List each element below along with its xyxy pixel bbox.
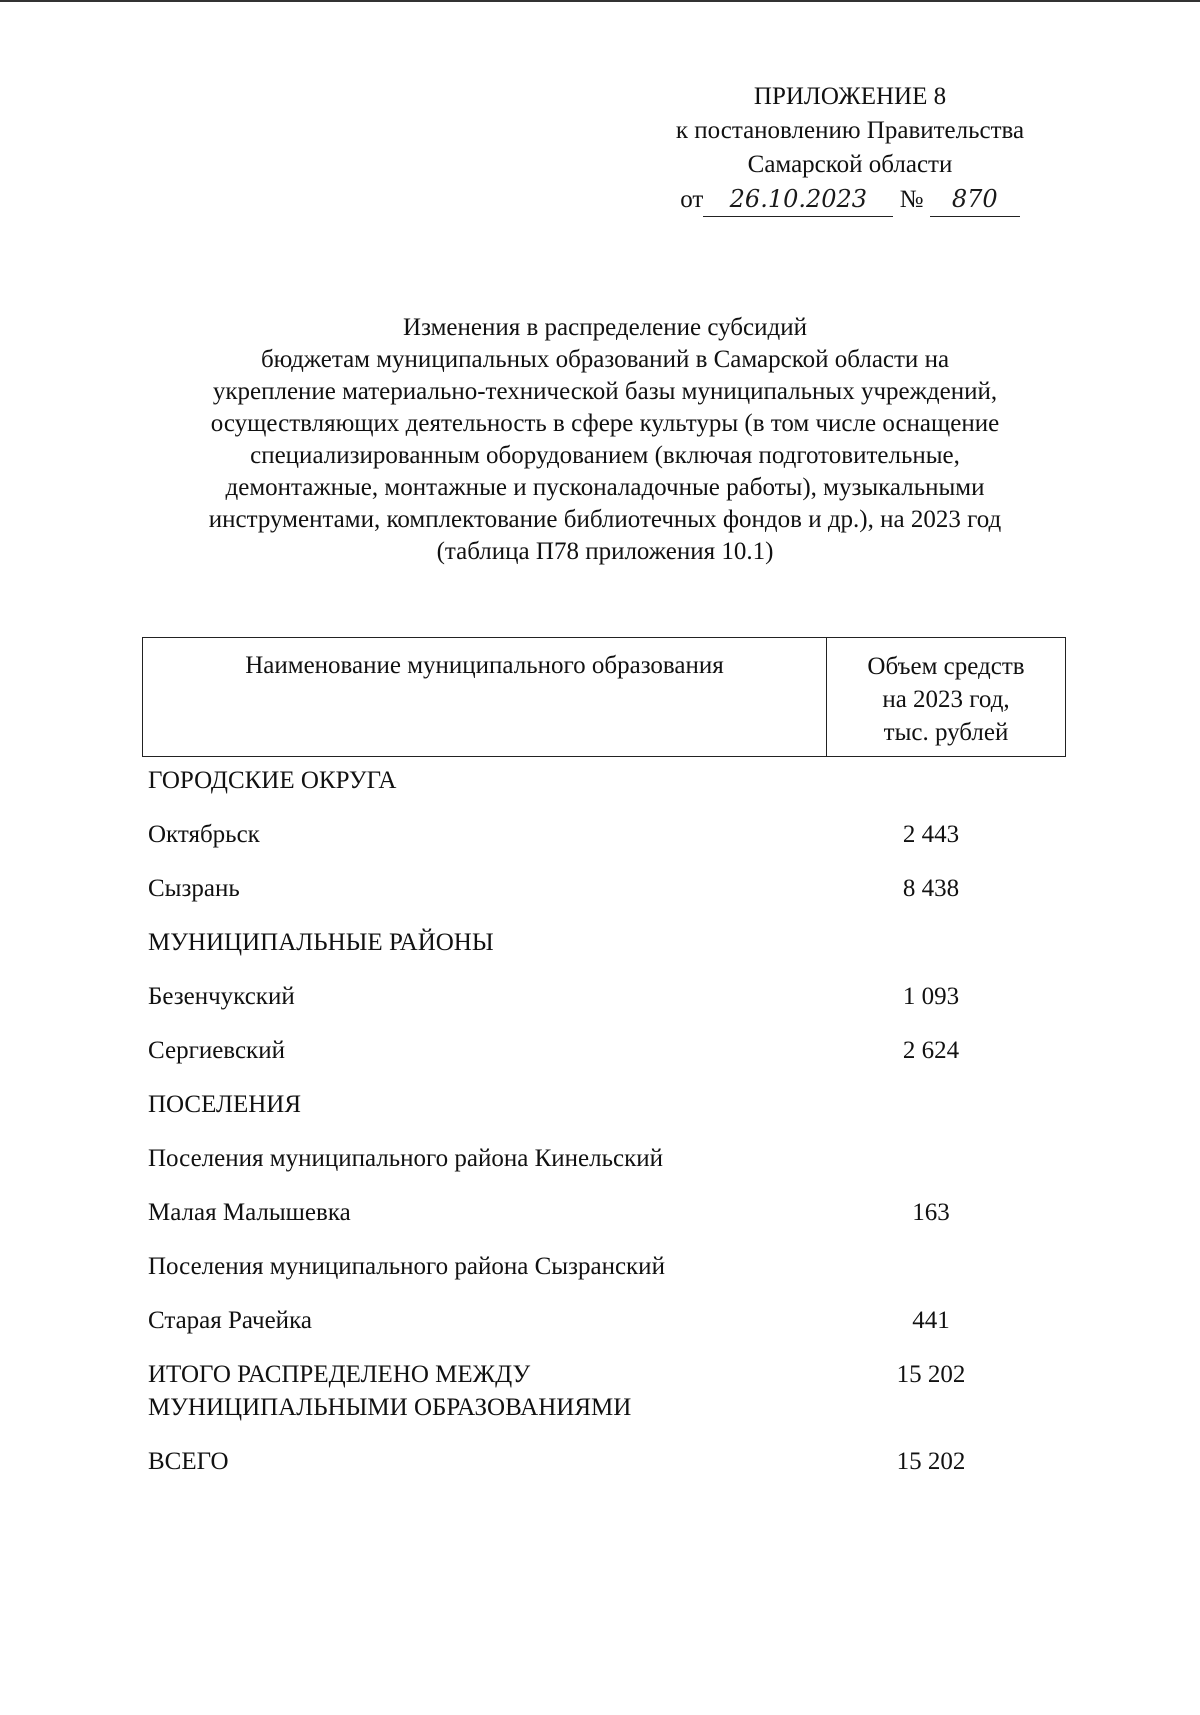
row-name: Безенчукский: [148, 983, 295, 1010]
table-row: [148, 1304, 1068, 1358]
amount-header-line: Объем средств: [867, 653, 1025, 680]
appendix-stamp: [620, 80, 1080, 217]
row-name: [148, 1358, 828, 1424]
row-name: Малая Малышевка: [148, 1199, 351, 1226]
number-prefix: №: [899, 186, 924, 213]
appendix-line-3: Самарской области: [747, 151, 953, 178]
column-header-amount: [827, 638, 1065, 756]
row-value: 15 202: [896, 1448, 966, 1475]
table-row: [148, 764, 1068, 818]
top-border-line: [0, 0, 1200, 2]
row-value: 2 443: [902, 821, 960, 848]
title-line: Изменения в распределение субсидий: [403, 314, 807, 341]
handwritten-date: 26.10.2023: [703, 182, 893, 217]
row-name-line: ИТОГО РАСПРЕДЕЛЕНО МЕЖДУ: [148, 1361, 531, 1388]
row-value: 441: [912, 1307, 950, 1334]
row-name: Сызрань: [148, 875, 240, 902]
table-body: [148, 764, 1068, 1499]
table-row: [148, 1250, 1068, 1304]
title-line: осуществляющих деятельность в сфере культуры (в том числе оснащение: [210, 410, 1000, 437]
row-name: Старая Рачейка: [148, 1307, 312, 1334]
row-name: Поселения муниципального района Сызранский: [148, 1253, 665, 1280]
row-value: 2 624: [902, 1037, 960, 1064]
row-name: МУНИЦИПАЛЬНЫЕ РАЙОНЫ: [148, 929, 494, 956]
table-row: [148, 980, 1068, 1034]
row-name: ВСЕГО: [148, 1448, 229, 1475]
table-header: [142, 637, 1066, 757]
table-row: [148, 818, 1068, 872]
appendix-title: ПРИЛОЖЕНИЕ 8: [753, 83, 947, 110]
document-title: [140, 312, 1070, 568]
row-value: 15 202: [896, 1361, 966, 1388]
table-row: [148, 1142, 1068, 1196]
amount-header-line: на 2023 год,: [882, 686, 1010, 713]
table-row: [148, 1034, 1068, 1088]
amount-header-line: тыс. рублей: [883, 719, 1009, 746]
title-line: демонтажные, монтажные и пусконаладочные работы), музыкальными: [225, 474, 985, 501]
table-row: [148, 926, 1068, 980]
row-name: ГОРОДСКИЕ ОКРУГА: [148, 767, 397, 794]
date-prefix: от: [680, 186, 704, 213]
row-name: Сергиевский: [148, 1037, 285, 1064]
row-name-line: МУНИЦИПАЛЬНЫМИ ОБРАЗОВАНИЯМИ: [148, 1394, 632, 1421]
table-row: [148, 872, 1068, 926]
row-name: ПОСЕЛЕНИЯ: [148, 1091, 302, 1118]
handwritten-number: 870: [930, 182, 1020, 217]
table-row-subtotal: [148, 1358, 1068, 1445]
appendix-line-2: к постановлению Правительства: [675, 117, 1025, 144]
title-line: инструментами, комплектование библиотечных фондов и др.), на 2023 год: [208, 506, 1002, 533]
row-value: 163: [912, 1199, 950, 1226]
table-row: [148, 1196, 1068, 1250]
row-value: 1 093: [902, 983, 960, 1010]
row-name: Октябрьск: [148, 821, 260, 848]
title-line: специализированным оборудованием (включая подготовительные,: [250, 442, 960, 469]
appendix-date-line: [620, 182, 1080, 217]
row-name: Поселения муниципального района Кинельский: [148, 1145, 664, 1172]
title-line: (таблица П78 приложения 10.1): [436, 538, 774, 565]
table-row: [148, 1088, 1068, 1142]
row-value: 8 438: [902, 875, 960, 902]
table-row-total: [148, 1445, 1068, 1499]
title-line: укрепление материально-технической базы муниципальных учреждений,: [212, 378, 998, 405]
title-line: бюджетам муниципальных образований в Самарской области на: [260, 346, 950, 373]
column-header-name: Наименование муниципального образования: [143, 638, 827, 756]
